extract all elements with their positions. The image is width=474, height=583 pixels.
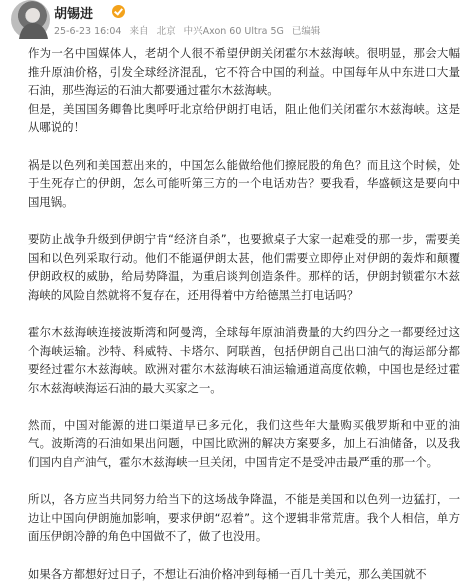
post-header xyxy=(28,0,460,44)
paragraph-7: 如果各方都想好过日子，不想让石油价格冲到每桶一百几十美元，那么美国就不 xyxy=(28,566,427,581)
paragraph-4: 霍尔木兹海峡连接波斯湾和阿曼湾，全球每年原油消费量的大约四分之一都要经过这个海峡运输。沙特、科威特、卡塔尔、阿联酋，包括伊朗自己出口油气的海运部分都要经过霍尔木兹海峡。欧洲对霍尔木兹海峡石油运输通道高度依赖，中国也是经过霍尔木兹海峡海运石油的最大买家之一。 xyxy=(28,324,460,395)
post-date[interactable]: 25-6-23 16:04 xyxy=(54,26,122,37)
paragraph-1: 作为一名中国媒体人，老胡个人很不希望伊朗关闭霍尔木兹海峡。很明显，那会大幅推升原油价格，引发全球经济混乱，它不符合中国的利益。中国每年从中东进口大量石油，那些海运的石油大都要通过霍尔木兹海峡。 但是，美国国务卿鲁比奥呼吁北京给伊朗打电话，阻止他们关闭霍尔木兹海峡。这是从哪说的！ xyxy=(28,46,460,135)
post-content xyxy=(28,44,460,583)
avatar-photo-icon xyxy=(11,0,50,39)
author-name[interactable]: 胡锡进 xyxy=(54,7,94,22)
post-meta xyxy=(54,23,325,37)
edited-label: 已编辑 xyxy=(291,26,321,37)
post-device: 中兴Axon 60 Ultra 5G xyxy=(183,26,284,37)
paragraph-5: 然而，中国对能源的进口渠道早已多元化，我们这些年大量购买俄罗斯和中亚的油气。波斯湾的石油如果出问题，中国比欧洲的解决方案要多，加上石油储备，以及我们国内自产油气，霍尔木兹海峡一旦关闭，中国肯定不是受冲击最严重的那一个。 xyxy=(28,417,460,470)
verified-badge-icon xyxy=(112,5,125,18)
avatar[interactable] xyxy=(11,0,50,39)
paragraph-6: 所以，各方应当共同努力给当下的这场战争降温，不能是美国和以色列一边猛打，一边让中国向伊朗施加影响，要求伊朗“忍着”。这个逻辑非常荒唐。我个人相信，单方面压伊朗冷静的角色中国做不了，做了也没用。 xyxy=(28,492,460,544)
post-location: 北京 xyxy=(156,26,176,37)
paragraph-3: 要防止战争升级到伊朗宁肯“经济自杀”，也要掀桌子大家一起难受的那一步，需要美国和以色列采取行动。他们不能逼伊朗太甚，他们需要立即停止对伊朗的轰炸和颠覆伊朗政权的威胁，给局势降温，为重启谈判创造条件。那样的话，伊朗封锁霍尔木兹海峡的风险自然就将不复存在，还用得着中方给德黑兰打电话吗？ xyxy=(28,231,460,302)
paragraph-2: 祸是以色列和美国惹出来的，中国怎么能做给他们擦屁股的角色？而且这个时候，处于生死存亡的伊朗，怎么可能听第三方的一个电话劝告？要我看，华盛顿这是要向中国甩锅。 xyxy=(28,157,460,209)
source-prefix: 来自 xyxy=(129,26,149,37)
